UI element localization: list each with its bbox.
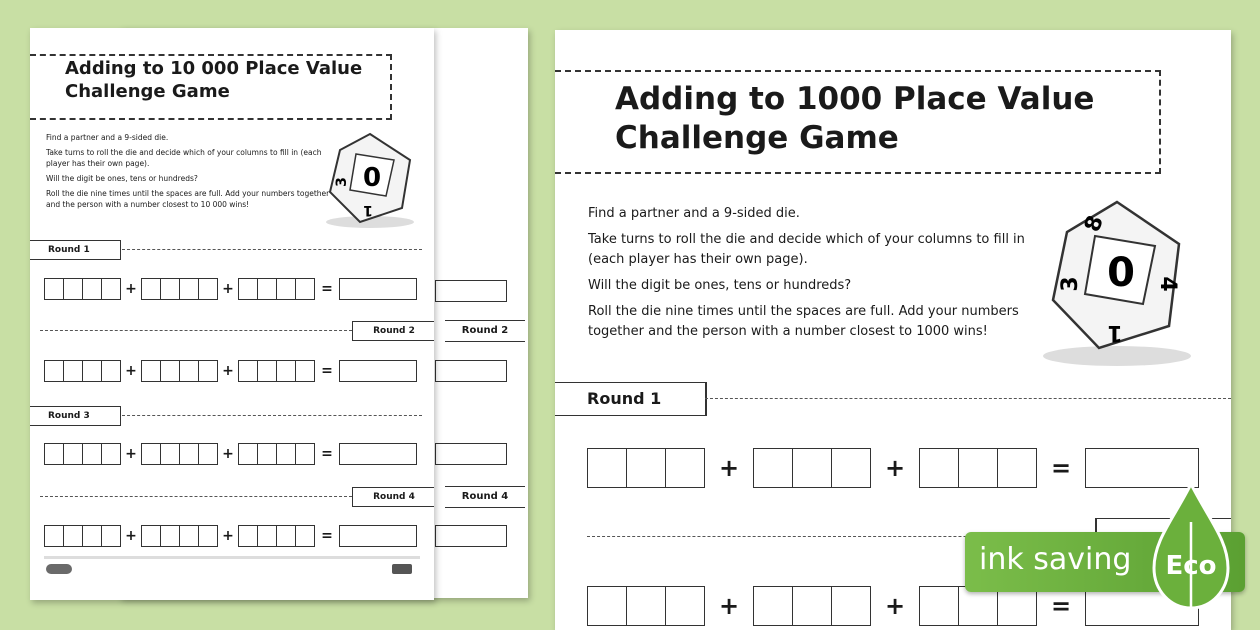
number-boxes[interactable] <box>141 443 218 465</box>
footer-bar <box>44 556 420 559</box>
number-boxes[interactable] <box>238 278 315 300</box>
number-boxes[interactable] <box>238 443 315 465</box>
worksheet-back <box>30 28 434 600</box>
page-title: Adding to 10 000 Place Value Challenge Game <box>65 58 363 102</box>
number-boxes[interactable] <box>587 448 705 488</box>
number-boxes[interactable] <box>587 586 705 626</box>
round-tag: Round 4 <box>445 486 525 508</box>
number-boxes[interactable] <box>238 525 315 547</box>
eco-label: Eco <box>1165 551 1217 581</box>
divider <box>122 249 422 250</box>
nine-sided-die-image <box>1037 196 1199 368</box>
number-boxes[interactable] <box>753 448 871 488</box>
divider <box>122 415 422 416</box>
round-tag: Round 2 <box>352 321 434 341</box>
number-boxes[interactable] <box>141 278 218 300</box>
svg-text:1: 1 <box>1107 320 1123 345</box>
equation-row: + + = <box>44 525 417 547</box>
answer-box[interactable] <box>435 360 507 382</box>
divider <box>40 330 352 331</box>
round-tag: Round 1 <box>30 240 121 260</box>
page-title: Adding to 1000 Place Value Challenge Game <box>615 81 1095 156</box>
equation-row: + + = <box>44 360 417 382</box>
number-boxes[interactable] <box>141 360 218 382</box>
leaf-drop-icon <box>1150 482 1232 618</box>
equation-row: + + = <box>44 278 417 300</box>
round-tag: Round 3 <box>30 406 121 426</box>
ink-saving-label: ink saving <box>979 542 1132 577</box>
number-boxes[interactable] <box>919 586 1037 626</box>
number-boxes[interactable] <box>44 278 121 300</box>
publisher-logo <box>46 564 72 574</box>
round-tag: Round 1 <box>555 382 707 416</box>
equation-row: + + = <box>44 443 417 465</box>
divider <box>40 496 352 497</box>
svg-text:3: 3 <box>334 177 350 187</box>
answer-box[interactable] <box>339 360 417 382</box>
svg-text:1: 1 <box>363 202 373 218</box>
footer-logo <box>392 564 412 574</box>
equation-row: + + = <box>587 586 1199 626</box>
number-boxes[interactable] <box>753 586 871 626</box>
answer-box[interactable] <box>339 525 417 547</box>
answer-box[interactable] <box>339 443 417 465</box>
instructions: Find a partner and a 9-sided die. Take turns to roll the die and decide which of your columns to fill in (each player has their own page). Will the digit be ones, tens or hundreds? Roll the die nine times until the spaces are full. Add your numbers together and the person with a number closest to 1000 wins! <box>588 206 1025 339</box>
answer-box[interactable] <box>435 525 507 547</box>
svg-text:4: 4 <box>1155 276 1180 292</box>
number-boxes[interactable] <box>141 525 218 547</box>
equation-row: + + = <box>587 448 1199 488</box>
instructions: Find a partner and a 9-sided die. Take turns to roll the die and decide which of your columns to fill in (each player has their own page). Will the digit be ones, tens or hundreds? Roll the die nine times until the spaces are full. Add your numbers together and the person with a number closest to 10 000 wins! <box>46 133 330 209</box>
answer-box[interactable] <box>435 443 507 465</box>
round-tag: Round 4 <box>352 487 434 507</box>
number-boxes[interactable] <box>919 448 1037 488</box>
round-tag: Round 2 <box>445 320 525 342</box>
number-boxes[interactable] <box>44 443 121 465</box>
answer-box[interactable] <box>435 280 507 302</box>
nine-sided-die-image <box>320 130 420 230</box>
die-face-digit: 0 <box>362 163 382 193</box>
die-face-digit: 0 <box>1107 250 1135 296</box>
number-boxes[interactable] <box>44 525 121 547</box>
svg-text:8: 8 <box>1080 212 1109 236</box>
number-boxes[interactable] <box>238 360 315 382</box>
number-boxes[interactable] <box>44 360 121 382</box>
divider <box>705 398 1231 399</box>
svg-text:3: 3 <box>1058 276 1083 292</box>
answer-box[interactable] <box>339 278 417 300</box>
